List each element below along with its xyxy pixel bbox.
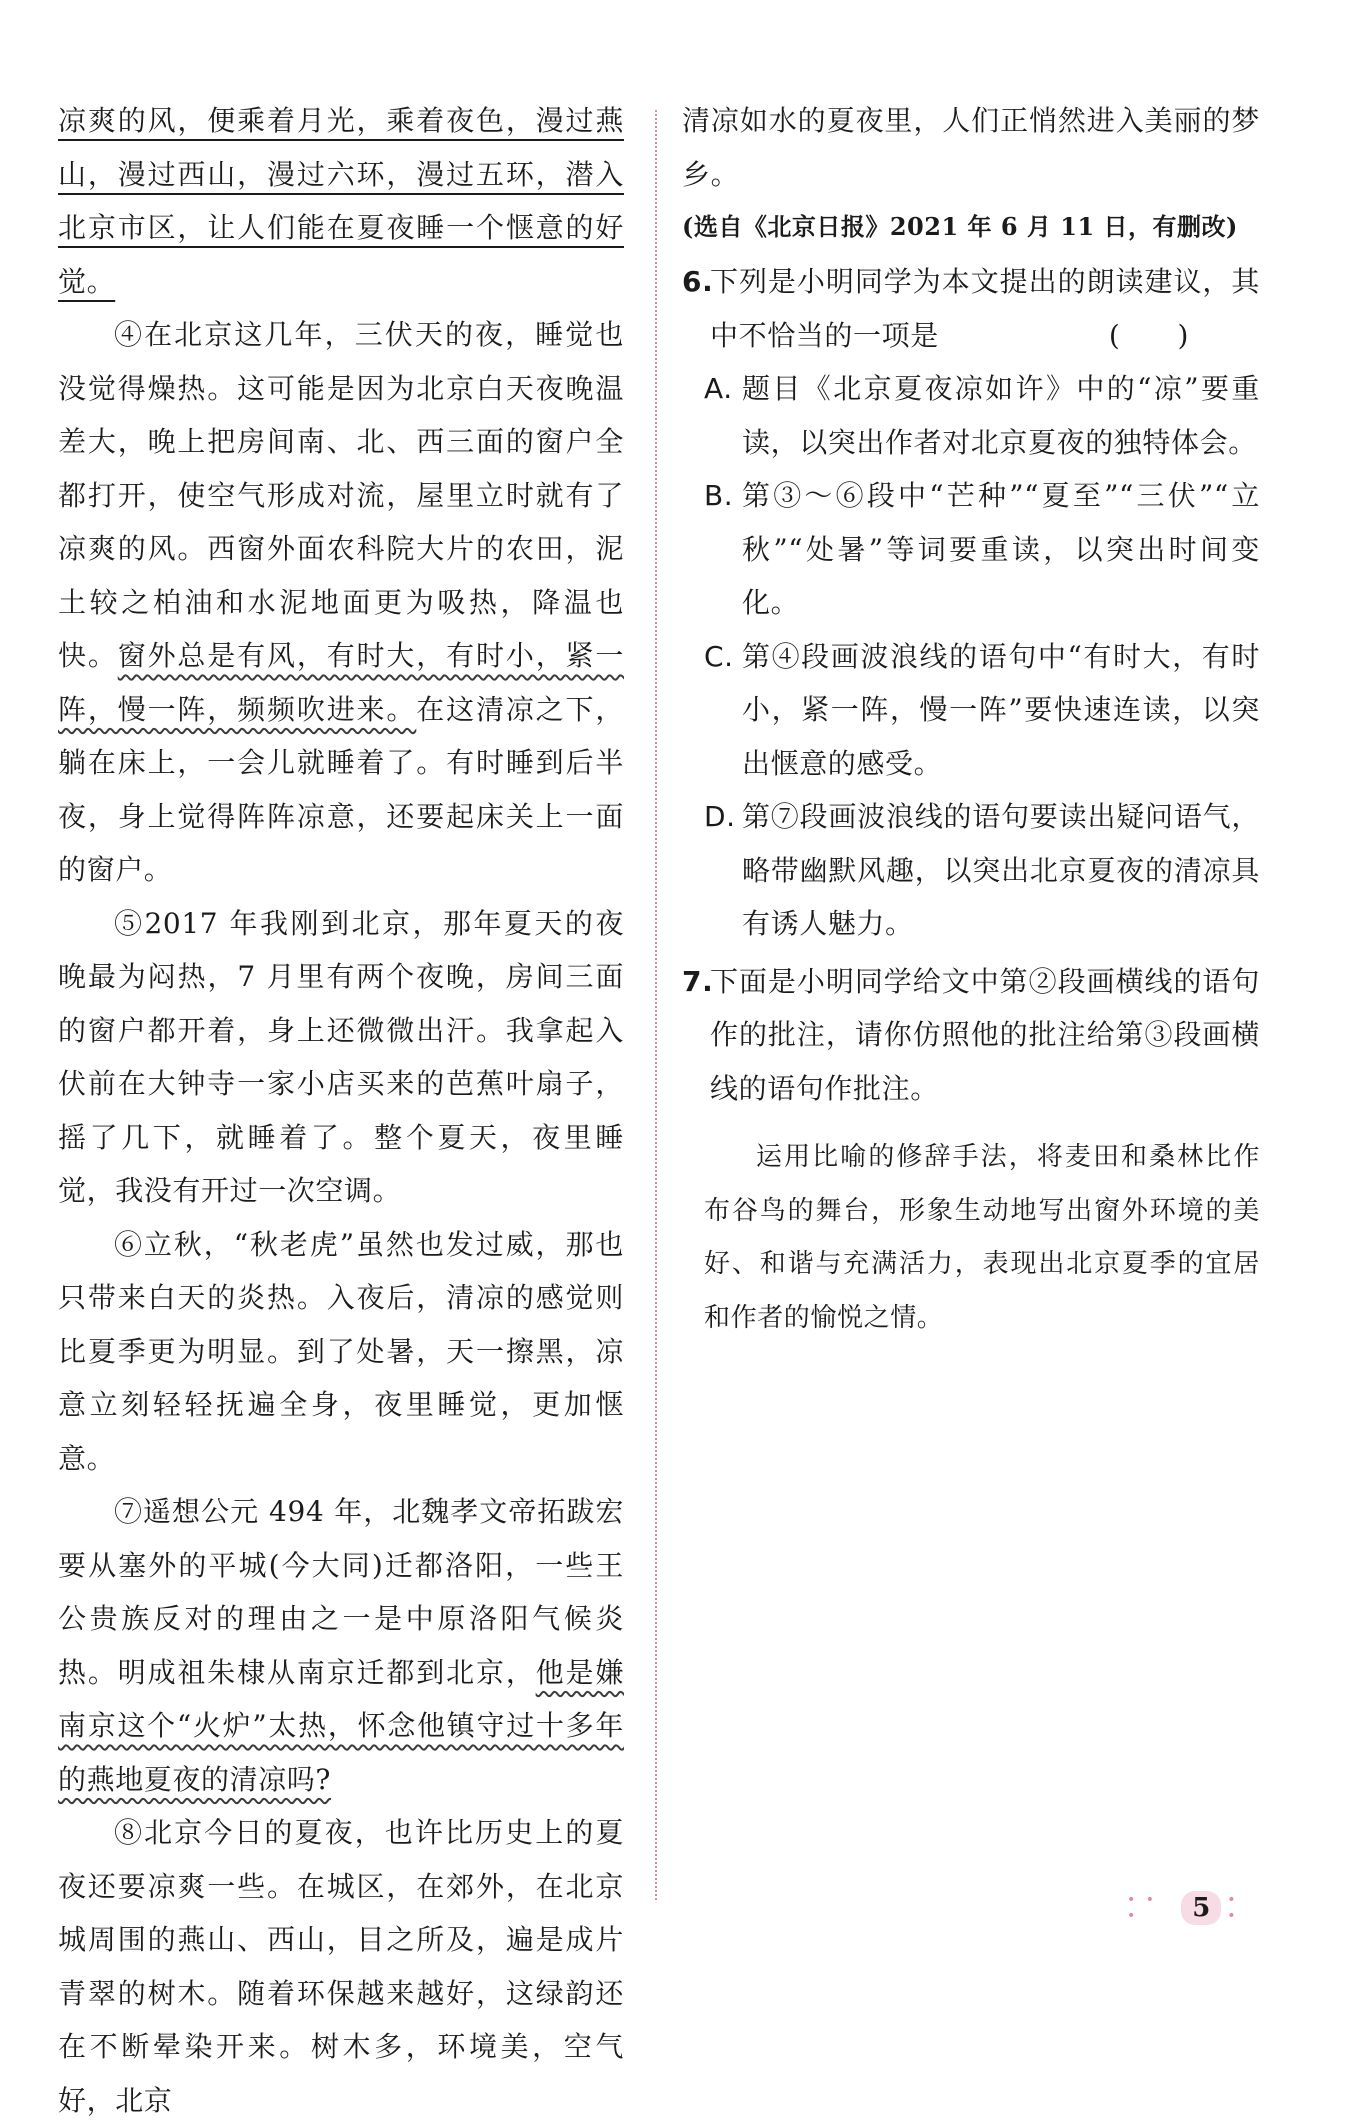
- paragraph-5: [58, 897, 624, 1218]
- right-column: [682, 94, 1260, 1345]
- question-6-number: 6.: [682, 265, 714, 298]
- paragraph-4: [58, 308, 624, 897]
- question-7-number: 7.: [682, 964, 714, 998]
- question-6: [682, 255, 1260, 951]
- paragraph-6: [58, 1218, 624, 1486]
- option-d-text: 第⑦段画波浪线的语句要读出疑问语气，略带幽默风趣，以突出北京夏夜的清凉具有诱人魅力。: [742, 800, 1260, 940]
- paragraph-8: [58, 1806, 624, 2127]
- paragraph-7: [58, 1485, 624, 1806]
- option-d[interactable]: [682, 790, 1260, 951]
- underlined-sentence: 凉爽的风，便乘着月光，乘着夜色，漫过燕山，漫过西山，漫过六环，漫过五环，潜入北京市区，让人们能在夏夜睡一个惬意的好觉。: [58, 104, 624, 298]
- option-c-letter: C.: [704, 639, 734, 673]
- paragraph-3-continued: [58, 94, 624, 308]
- decorative-dots-left: • • •: [1127, 1892, 1157, 1924]
- question-6-stem: 下列是小明同学为本文提出的朗读建议，其中不恰当的一项是: [710, 265, 1260, 352]
- column-divider: [655, 110, 657, 1900]
- wavy-underlined-sentence: 窗外总是有风，有时大，有时小，紧一阵，慢一阵，频频吹进来。: [58, 639, 625, 726]
- option-b-text: 第③～⑥段中“芒种”“夏至”“三伏”“立秋”“处暑”等词要重读，以突出时间变化。: [742, 479, 1260, 619]
- option-a[interactable]: [682, 362, 1260, 469]
- option-a-text: 题目《北京夏夜凉如许》中的“凉”要重读，以突出作者对北京夏夜的独特体会。: [742, 372, 1260, 459]
- decorative-dots-right: • •: [1227, 1892, 1239, 1924]
- text-segment: ⑦遥想公元 494 年，北魏孝文帝拓跋宏要从塞外的平城(今大同)迁都洛阳，一些王公贵族反对的理由之一是中原洛阳气候炎热。明成祖朱棣从南京迁都到北京，: [58, 1495, 624, 1689]
- page-number-badge: [1127, 1888, 1257, 1928]
- text-segment: ⑤2017 年我刚到北京，那年夏天的夜晚最为闷热，7 月里有两个夜晚，房间三面的窗户都开着，身上还微微出汗。我拿起入伏前在大钟寺一家小店买来的芭蕉叶扇子，摇了几下，就睡着了。整个夏天，夜里睡觉，我没有开过一次空调。: [58, 906, 624, 1207]
- text-segment: 清凉如水的夏夜里，人们正悄然进入美丽的梦乡。: [682, 104, 1260, 191]
- answer-bracket[interactable]: ( ): [1108, 318, 1190, 352]
- option-b-letter: B.: [704, 479, 734, 512]
- option-a-letter: A.: [704, 372, 733, 405]
- paragraph-8-end: [682, 94, 1260, 201]
- question-7-stem: 下面是小明同学给文中第②段画横线的语句作的批注，请你仿照他的批注给第③段画横线的语句作批注。: [710, 964, 1260, 1105]
- text-segment: 在这清凉之下，躺在床上，一会儿就睡着了。有时睡到后半夜，身上觉得阵阵凉意，还要起床关上一面的窗户。: [58, 692, 624, 886]
- left-column: [58, 94, 624, 2127]
- article-source: (选自《北京日报》2021 年 6 月 11 日，有删改): [682, 212, 1238, 241]
- option-c[interactable]: [682, 630, 1260, 791]
- option-b[interactable]: [682, 469, 1260, 630]
- page-number: 5: [1181, 1891, 1221, 1925]
- sample-annotation: 运用比喻的修辞手法，将麦田和桑林比作布谷鸟的舞台，形象生动地写出窗外环境的美好、和谐与充满活力，表现出北京夏季的宜居和作者的愉悦之情。: [704, 1142, 1260, 1333]
- wavy-underlined-sentence: 他是嫌南京这个“火炉”太热，怀念他镇守过十多年的燕地夏夜的清凉吗?: [58, 1655, 624, 1796]
- question-7: [682, 955, 1260, 1346]
- option-c-text: 第④段画波浪线的语句中“有时大，有时小，紧一阵，慢一阵”要快速连读，以突出惬意的感受。: [742, 639, 1260, 780]
- text-segment: ④在北京这几年，三伏天的夜，睡觉也没觉得燥热。这可能是因为北京白天夜晚温差大，晚上把房间南、北、西三面的窗户全都打开，使空气形成对流，屋里立时就有了凉爽的风。西窗外面农科院大片的农田，泥土较之柏油和水泥地面更为吸热，降温也快。: [58, 318, 624, 672]
- text-segment: ⑥立秋，“秋老虎”虽然也发过威，那也只带来白天的炎热。入夜后，清凉的感觉则比夏季更为明显。到了处暑，天一擦黑，凉意立刻轻轻抚遍全身，夜里睡觉，更加惬意。: [58, 1227, 624, 1475]
- option-d-letter: D.: [704, 800, 736, 833]
- text-segment: ⑧北京今日的夏夜，也许比历史上的夏夜还要凉爽一些。在城区，在郊外，在北京城周围的燕山、西山，目之所及，遍是成片青翠的树木。随着环保越来越好，这绿韵还在不断晕染开来。树木多，环境美，空气好，北京: [58, 1816, 624, 2117]
